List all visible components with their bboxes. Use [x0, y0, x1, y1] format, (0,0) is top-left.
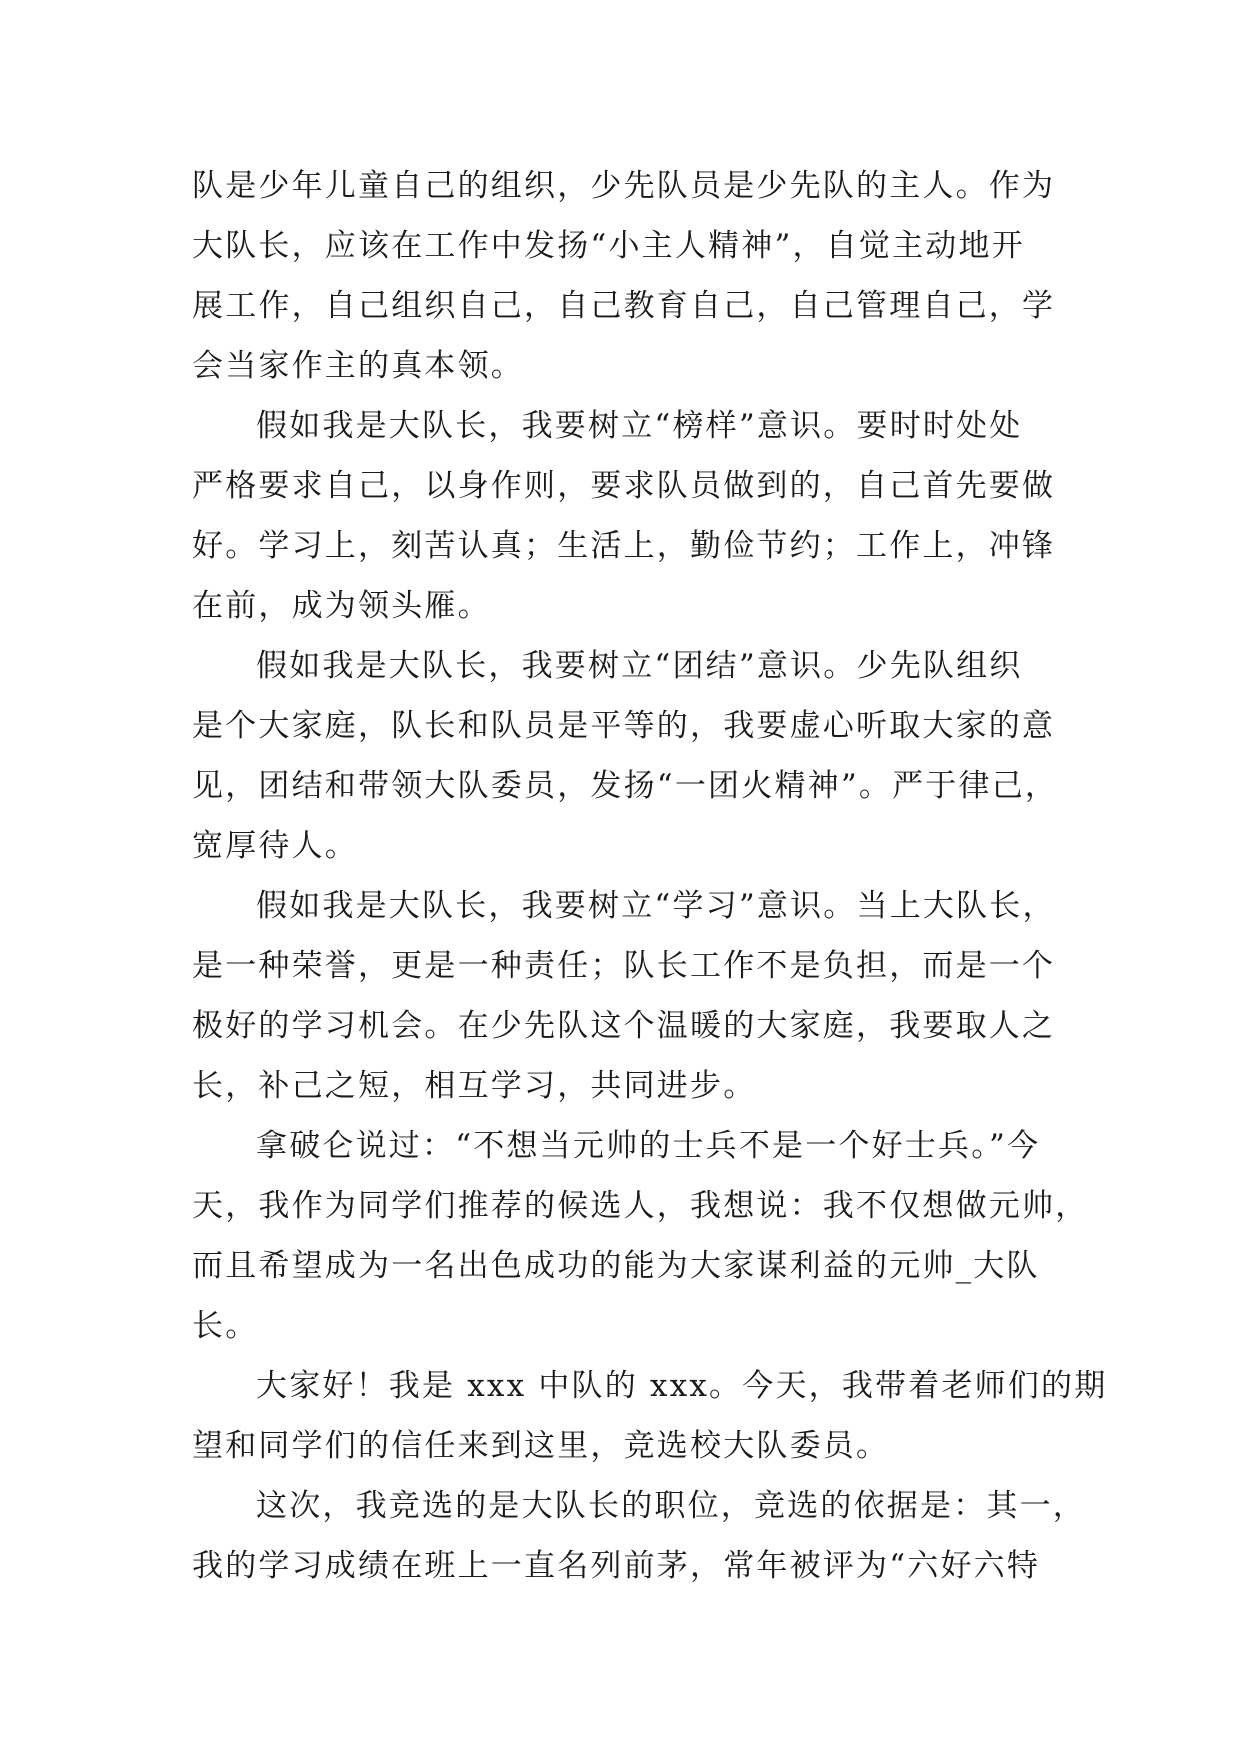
text-line: 会当家作主的真本领。	[192, 348, 524, 384]
text-line: 严格要求自己，以身作则，要求队员做到的，自己首先要做	[192, 468, 1056, 504]
text-line: 长，补己之短，相互学习，共同进步。	[192, 1068, 757, 1104]
paragraph-first-line: 大家好！我是 xxx 中队的 xxx。今天，我带着老师们的期	[256, 1368, 1108, 1404]
text-line: 在前，成为领头雁。	[192, 588, 491, 624]
paragraph-first-line: 假如我是大队长，我要树立“团结”意识。少先队组织	[256, 648, 1023, 684]
text-line: 展工作，自己组织自己，自己教育自己，自己管理自己，学	[192, 288, 1056, 324]
text-line: 队是少年儿童自己的组织，少先队员是少先队的主人。作为	[192, 168, 1056, 204]
paragraph-first-line: 这次，我竞选的是大队长的职位，竞选的依据是：其一，	[256, 1488, 1086, 1524]
text-line: 好。学习上，刻苦认真；生活上，勤俭节约；工作上，冲锋	[192, 528, 1056, 564]
text-line: 望和同学们的信任来到这里，竞选校大队委员。	[192, 1428, 890, 1464]
text-line: 极好的学习机会。在少先队这个温暖的大家庭，我要取人之	[192, 1008, 1056, 1044]
text-line: 而且希望成为一名出色成功的能为大家谋利益的元帅_大队	[192, 1248, 1040, 1284]
text-line: 天，我作为同学们推荐的候选人，我想说：我不仅想做元帅，	[192, 1188, 1089, 1224]
text-line: 宽厚待人。	[192, 828, 358, 864]
text-line: 见，团结和带领大队委员，发扬“一团火精神”。严于律己，	[192, 768, 1059, 804]
paragraph-first-line: 假如我是大队长，我要树立“学习”意识。当上大队长，	[256, 888, 1056, 924]
document-body	[192, 156, 1108, 1596]
text-line: 大队长，应该在工作中发扬“小主人精神”，自觉主动地开	[192, 228, 1025, 264]
text-line: 是个大家庭，队长和队员是平等的，我要虚心听取大家的意	[192, 708, 1056, 744]
text-line: 长。	[192, 1308, 259, 1344]
paragraph-first-line: 假如我是大队长，我要树立“榜样”意识。要时时处处	[256, 408, 1023, 444]
paragraph-first-line: 拿破仑说过：“不想当元帅的士兵不是一个好士兵。”今	[256, 1128, 1041, 1164]
text-line: 是一种荣誉，更是一种责任；队长工作不是负担，而是一个	[192, 948, 1056, 984]
text-line: 我的学习成绩在班上一直名列前茅，常年被评为“六好六特	[192, 1548, 1041, 1584]
